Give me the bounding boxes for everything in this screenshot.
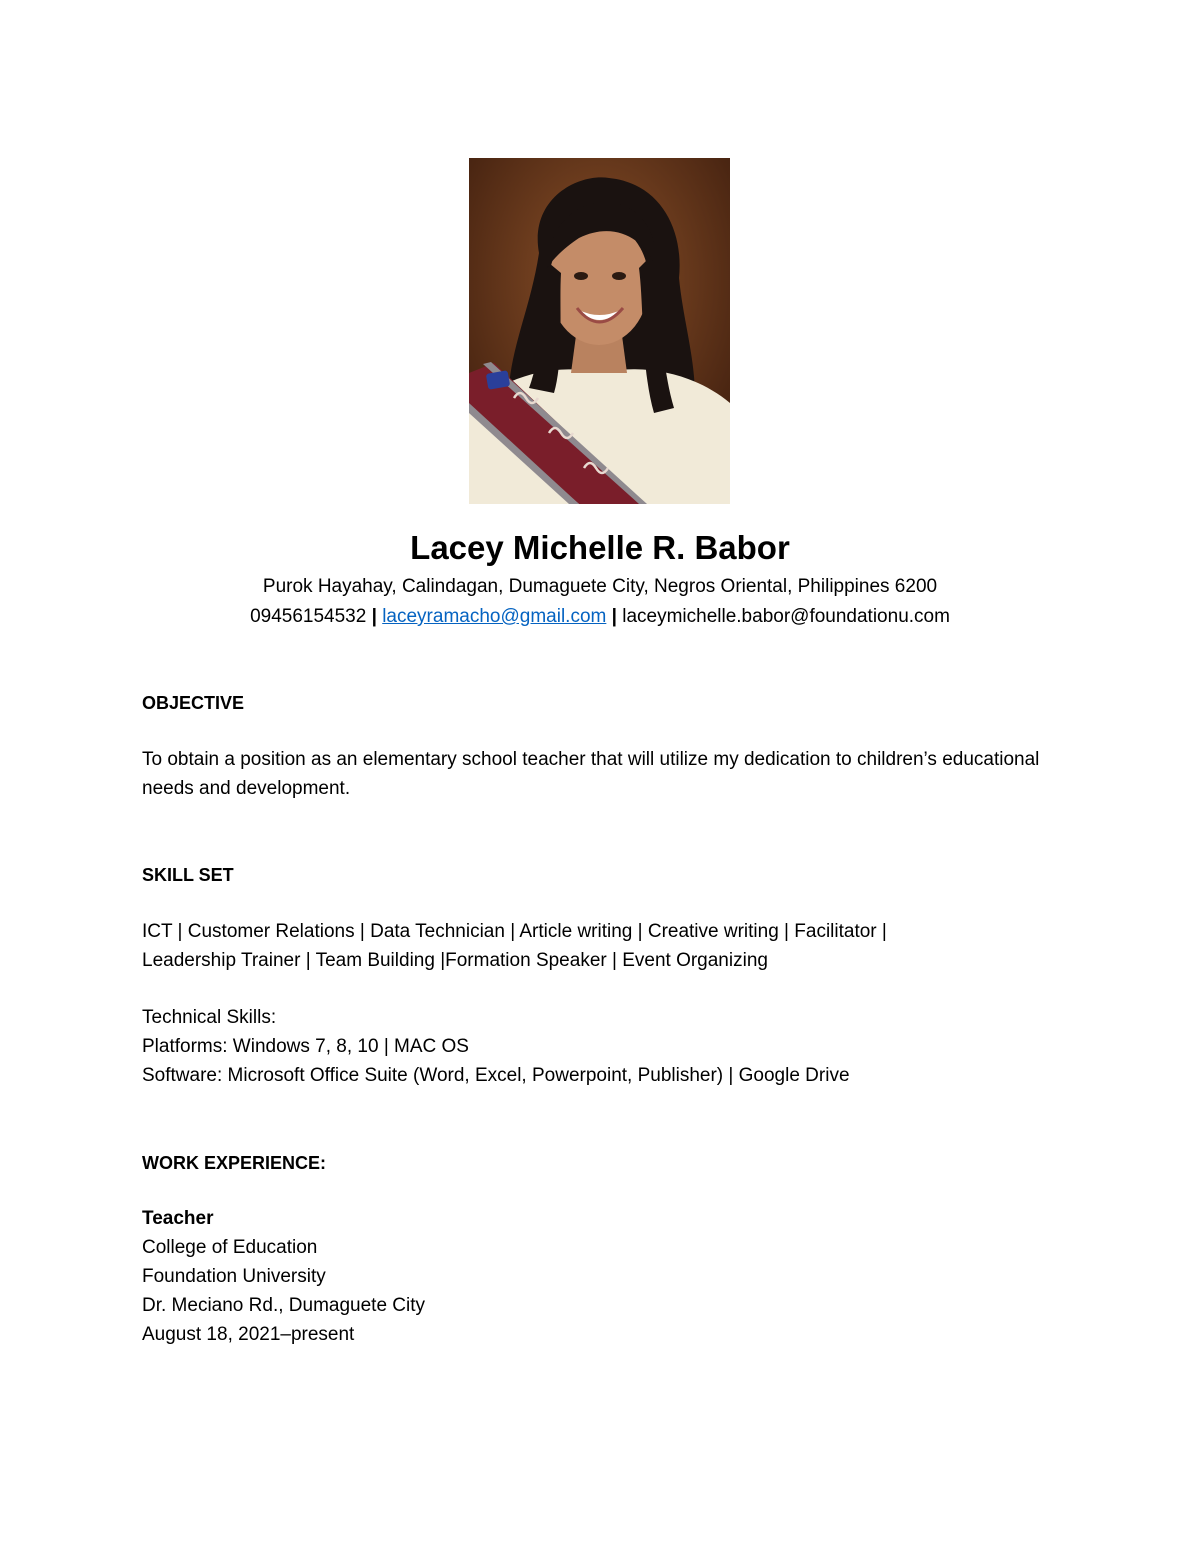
job-department: College of Education bbox=[142, 1237, 318, 1258]
phone-number: 09456154532 bbox=[250, 606, 367, 627]
software-line: Software: Microsoft Office Suite (Word, Excel, Powerpoint, Publisher) | Google Drive bbox=[142, 1065, 850, 1086]
skills-line-2: Leadership Trainer | Team Building |Formation Speaker | Event Organizing bbox=[142, 950, 768, 971]
profile-photo bbox=[469, 158, 730, 504]
separator: | bbox=[611, 606, 617, 627]
job-location: Dr. Meciano Rd., Dumaguete City bbox=[142, 1295, 426, 1316]
platforms-line: Platforms: Windows 7, 8, 10 | MAC OS bbox=[142, 1036, 469, 1057]
skills-line-1: ICT | Customer Relations | Data Technician | Article writing | Creative writing | Facilitator | bbox=[142, 921, 887, 942]
objective-heading: OBJECTIVE bbox=[142, 693, 245, 713]
job-organization: Foundation University bbox=[142, 1266, 326, 1287]
job-dates: August 18, 2021–present bbox=[142, 1324, 355, 1345]
skill-set-heading: SKILL SET bbox=[142, 865, 234, 885]
job-title: Teacher bbox=[142, 1208, 214, 1229]
primary-email-link[interactable]: laceyramacho@gmail.com bbox=[382, 606, 607, 627]
candidate-name: Lacey Michelle R. Babor bbox=[410, 529, 790, 566]
work-experience-heading: WORK EXPERIENCE: bbox=[142, 1153, 327, 1173]
objective-text: To obtain a position as an elementary school teacher that will utilize my dedication to children’s educational needs and development. bbox=[142, 749, 1040, 799]
secondary-email: laceymichelle.babor@foundationu.com bbox=[622, 606, 950, 627]
address-line: Purok Hayahay, Calindagan, Dumaguete City, Negros Oriental, Philippines 6200 bbox=[262, 576, 938, 597]
technical-skills-label: Technical Skills: bbox=[142, 1007, 277, 1028]
separator: | bbox=[371, 606, 377, 627]
portrait-illustration bbox=[469, 158, 730, 504]
contact-line bbox=[0, 604, 1200, 630]
